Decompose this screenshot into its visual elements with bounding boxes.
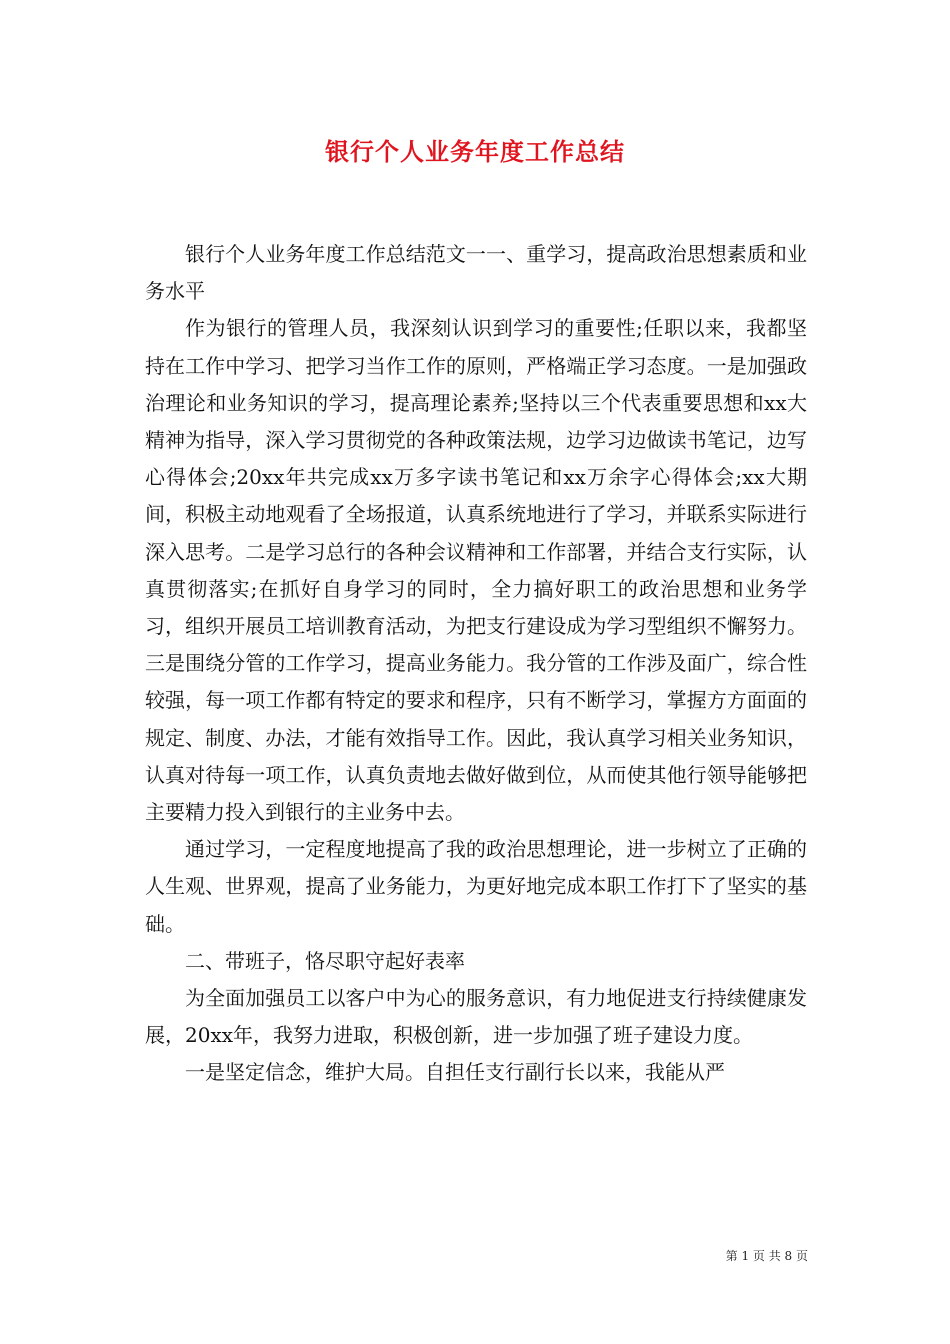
page-number: 第 1 页 共 8 页 xyxy=(725,1249,808,1263)
paragraph-belief: 一是坚定信念，维护大局。自担任支行副行长以来，我能从严 xyxy=(185,1060,725,1085)
paragraph-study: 作为银行的管理人员，我深刻认识到学习的重要性;任职以来，我都坚持在工作中学习、把学习当作工作的原则，严格端正学习态度。一是加强政治理论和业务知识的学习，提高理论素养;坚持以三个代表重要思想和xx大精神为指导，深入学习贯彻党的各种政策法规，边学习边做读书笔记，边写心得体会;20xx年共完成xx万多字读书笔记和xx万余字心得体会;xx大期间，积极主动地观看了全场报道，认真系统地进行了学习，并联系实际进行深入思考。二是学习总行的各种会议精神和工作部署，并结合支行实际，认真贯彻落实;在抓好自身学习的同时，全力搞好职工的政治思想和业务学习，组织开展员工培训教育活动，为把支行建设成为学习型组织不懈努力。三是围绕分管的工作学习，提高业务能力。我分管的工作涉及面广，综合性较强，每一项工作都有特定的要求和程序，只有不断学习，掌握方方面面的规定、制度、办法，才能有效指导工作。因此，我认真学习相关业务知识，认真对待每一项工作，认真负责地去做好做到位，从而使其他行领导能够把主要精力投入到银行的主业务中去。 xyxy=(145,316,807,825)
document-body xyxy=(145,236,807,1092)
paragraph-intro: 银行个人业务年度工作总结范文一一、重学习，提高政治思想素质和业务水平 xyxy=(145,242,807,304)
paragraph-team: 为全面加强员工以客户中为心的服务意识，有力地促进支行持续健康发展，20xx年，我努力进取，积极创新，进一步加强了班子建设力度。 xyxy=(145,986,807,1048)
paragraph-study-result: 通过学习，一定程度地提高了我的政治思想理论，进一步树立了正确的人生观、世界观，提高了业务能力，为更好地完成本职工作打下了坚实的基础。 xyxy=(145,837,807,936)
section-heading-2: 二、带班子，恪尽职守起好表率 xyxy=(185,948,465,973)
page-title: 银行个人业务年度工作总结 xyxy=(325,137,625,166)
